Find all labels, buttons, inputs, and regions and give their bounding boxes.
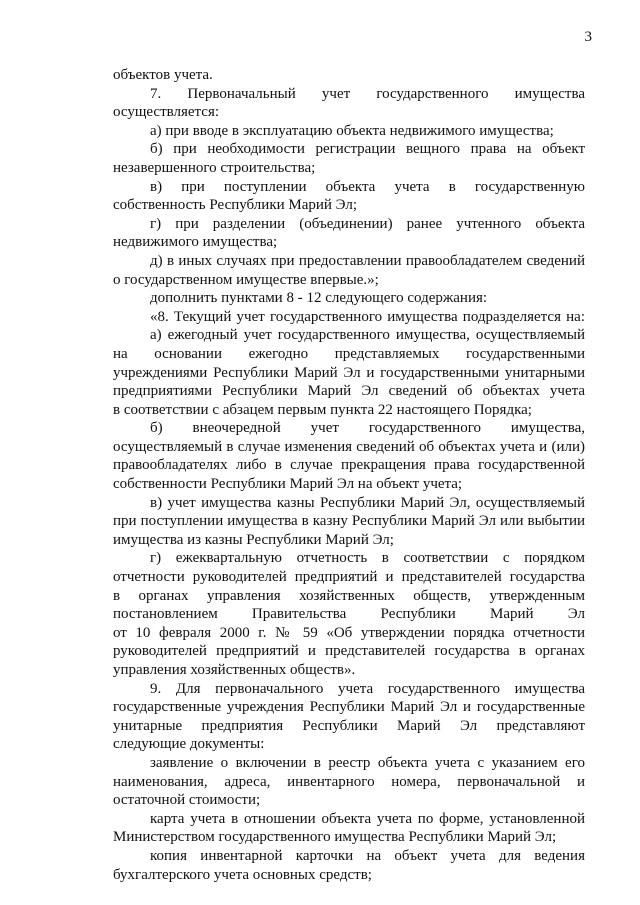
document-body [113, 66, 585, 884]
text-line: г) ежеквартальную отчетность в соответствии с порядком [150, 550, 585, 567]
text-line: карта учета в отношении объекта учета по форме, установленной [150, 810, 585, 827]
text-line: о государственном имуществе впервые.»; [113, 271, 379, 288]
text-line: в органах управления хозяйственных обществ, утвержденным [113, 587, 585, 604]
text-line: б) при необходимости регистрации вещного права на объект [150, 141, 585, 158]
text-line: отчетности руководителей предприятий и представителей государства [113, 569, 585, 586]
text-line: д) в иных случаях при предоставлении правообладателем сведений [150, 252, 585, 269]
text-line: заявление о включении в реестр объекта учета с указанием его [150, 754, 585, 771]
text-line: осуществляется: [113, 104, 220, 121]
text-line: Министерством государственного имущества Республики Марий Эл; [113, 829, 557, 846]
text-line: в соответствии с абзацем первым пункта 22 настоящего Порядка; [113, 401, 532, 418]
text-line: 7. Первоначальный учет государственного имущества [150, 85, 585, 102]
text-line: дополнить пунктами 8 - 12 следующего содержания: [150, 290, 488, 307]
text-line: постановлением Правительства Республики Марий Эл [113, 606, 585, 623]
text-line: на основании ежегодно представляемых государственными [113, 345, 585, 362]
text-line: а) ежегодный учет государственного имущества, осуществляемый [150, 327, 585, 344]
text-line: имущества из казны Республики Марий Эл; [113, 531, 394, 548]
text-line: правообладателях либо в случае прекращения права государственной [113, 457, 585, 474]
text-line: «8. Текущий учет государственного имущества подразделяется на: [150, 308, 585, 325]
text-line: 9. Для первоначального учета государственного имущества [150, 680, 585, 697]
text-line: в) при поступлении объекта учета в государственную [150, 178, 585, 195]
text-line: г) при разделении (объединении) ранее учтенного объекта [150, 215, 585, 232]
text-line: копия инвентарной карточки на объект учета для ведения [150, 847, 585, 864]
text-line: унитарные предприятия Республики Марий Эл представляют [113, 717, 585, 734]
text-line: недвижимого имущества; [113, 234, 278, 251]
text-line: собственность Республики Марий Эл; [113, 197, 358, 214]
text-line: незавершенного строительства; [113, 159, 316, 176]
text-line: остаточной стоимости; [113, 792, 261, 809]
text-line: государственные учреждения Республики Марий Эл и государственные [113, 699, 585, 716]
text-line: учреждениями Республики Марий Эл и государственными унитарными [113, 364, 585, 381]
text-line: наименования, адреса, инвентарного номера, первоначальной и [113, 773, 585, 790]
text-line: собственности Республики Марий Эл на объект учета; [113, 476, 463, 493]
text-line: управления хозяйственных обществ». [113, 662, 356, 678]
text-line: в) учет имущества казны Республики Марий Эл, осуществляемый [150, 494, 585, 511]
text-line: предприятиями Республики Марий Эл сведений об объектах учета [113, 383, 585, 400]
text-line: бухгалтерского учета основных средств; [113, 866, 372, 883]
text-line: объектов учета. [113, 67, 213, 83]
text-line: руководителей предприятий и представителей государства в органах [113, 643, 585, 660]
text-line: а) при вводе в эксплуатацию объекта недвижимого имущества; [150, 122, 554, 139]
text-line: при поступлении имущества в казну Республики Марий Эл или выбытии [113, 513, 585, 530]
text-line: б) внеочередной учет государственного имущества, [150, 420, 585, 437]
text-line: осуществляемый в случае изменения сведений об объектах учета и (или) [113, 438, 585, 455]
text-line: от 10 февраля 2000 г. № 59 «Об утверждении порядка отчетности [113, 624, 585, 641]
text-line: следующие документы: [113, 736, 265, 753]
page-number: 3 [584, 29, 592, 45]
